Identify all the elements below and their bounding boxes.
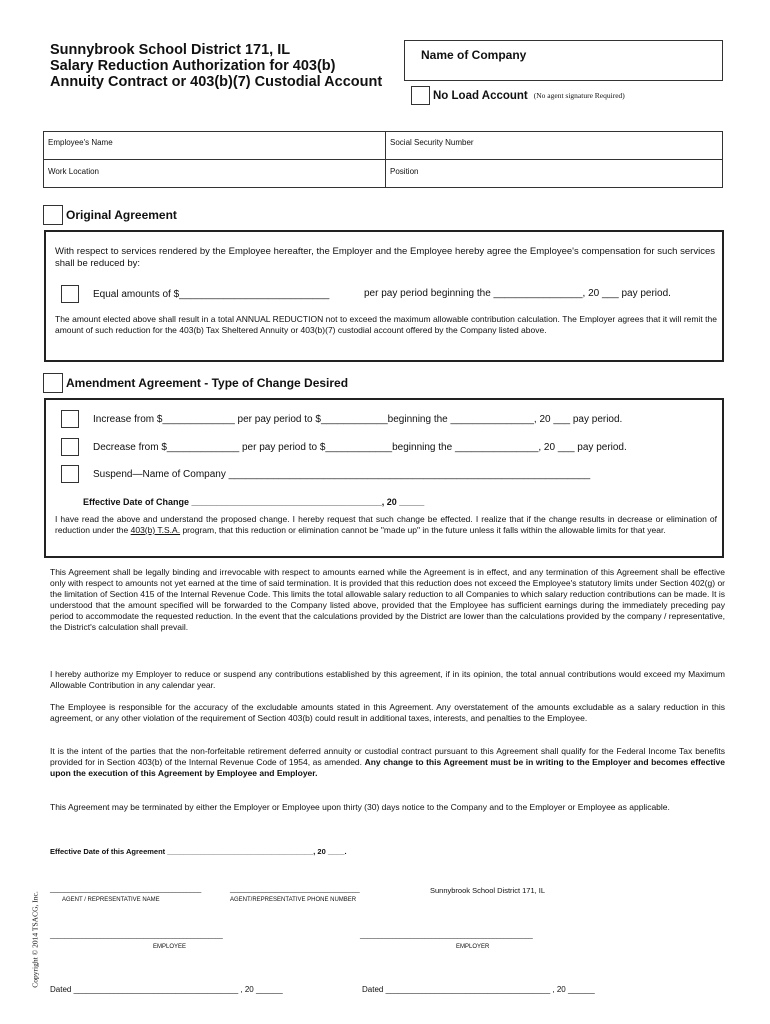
suspend-checkbox[interactable]: [61, 465, 79, 483]
amendment-label: Amendment Agreement - Type of Change Desired: [66, 376, 349, 390]
ssn-field[interactable]: Social Security Number: [390, 138, 474, 147]
authorize-paragraph: I hereby authorize my Employer to reduce or suspend any contributions established by this agreement, if in its opinion, the total annual contributions would exceed my Maximum Allowable Contribution in any calendar year.: [50, 669, 725, 690]
employer-label: EMPLOYER: [456, 944, 490, 950]
info-row-2: [44, 160, 722, 188]
decrease-checkbox[interactable]: [61, 438, 79, 456]
no-load-note: (No agent signature Required): [533, 91, 625, 100]
decrease-text[interactable]: Decrease from $_____________ per pay period to $____________beginning the _______________, 20 ___ pay period.: [93, 441, 627, 453]
employee-info-table: [43, 131, 723, 188]
original-agreement-heading: [43, 205, 177, 225]
work-location-field[interactable]: Work Location: [48, 167, 99, 176]
original-agreement-box: [44, 230, 724, 362]
no-load-account: [411, 86, 625, 105]
equal-amounts-row: [61, 285, 329, 303]
copyright-notice: Copyright © 2014 TSACG, Inc.: [30, 891, 40, 988]
info-row-1: [44, 132, 722, 160]
title-line-1: Sunnybrook School District 171, IL: [50, 42, 291, 58]
intent-paragraph: [50, 746, 725, 779]
no-load-label: No Load Account: [433, 89, 528, 102]
amendment-checkbox[interactable]: [43, 373, 63, 393]
original-intro: With respect to services rendered by the Employee hereafter, the Employer and the Employee hereby agree the Employee's compensation for such services shall be reduced by:: [55, 246, 715, 269]
acknowledgement-text: [55, 514, 717, 536]
tsa-reference: 403(b) T.S.A.: [130, 525, 181, 535]
responsibility-paragraph: The Employee is responsible for the accuracy of the excludable amounts stated in this Agreement. Any overstatement of the amounts excludable as a salary reduction in this agreement, or any other violation of the requirement of Section 403(b) could result in additional taxes, interests, and penalties to the Employee.: [50, 702, 725, 723]
agent-name-label: AGENT / REPRESENTATIVE NAME: [62, 897, 160, 903]
employer-dated[interactable]: Dated _____________________________________ , 20 ______: [362, 985, 595, 994]
company-name-label: Name of Company: [421, 48, 527, 62]
position-field[interactable]: Position: [390, 167, 419, 176]
employee-label: EMPLOYEE: [153, 944, 187, 950]
original-agreement-checkbox[interactable]: [43, 205, 63, 225]
increase-row: [61, 410, 622, 428]
title-line-2: Salary Reduction Authorization for 403(b): [50, 58, 336, 74]
intent-text: It is the intent of the parties that the non-forfeitable retirement deferred annuity or custodial contract pursuant to this Agreement shall qualify for the Federal Income Tax benefits provided for in Section 403(b) of the Internal Revenue Code of 1954, as amended.: [50, 746, 725, 767]
equal-amounts-text[interactable]: Equal amounts of $___________________________: [93, 288, 330, 300]
suspend-text[interactable]: Suspend—Name of Company _________________________________________________________________: [93, 468, 591, 480]
annual-reduction-note: The amount elected above shall result in a total ANNUAL REDUCTION not to exceed the maximum allowable contribution calculation. The Employer agrees that it will remit the amount of such reduction for the 403(b) Tax Sheltered Annuity or 403(b)(7) custodial account offered by the Company listed above.: [55, 314, 717, 335]
equal-amounts-period: [364, 288, 671, 299]
employer-signature-line[interactable]: ________________________________________________: [360, 932, 533, 939]
employee-name-field[interactable]: Employee's Name: [48, 138, 113, 147]
agent-name-line[interactable]: __________________________________________: [50, 886, 201, 893]
document-title: [50, 42, 410, 90]
acknowledgement-pre: I have read the above and understand the proposed change. I hereby request that such change be effected. I realize that if the change results in decrease or elimination of reduction under the: [55, 514, 717, 535]
employee-signature-line[interactable]: ________________________________________________: [50, 932, 223, 939]
termination-paragraph: This Agreement may be terminated by either the Employer or Employee upon thirty (30) days notice to the Company and to the Employer or Employee as applicable.: [50, 802, 670, 812]
increase-checkbox[interactable]: [61, 410, 79, 428]
suspend-row: [61, 465, 590, 483]
acknowledgement-post: program, that this reduction or elimination cannot be "made up" in the future unless it falls within the allowable limits for that year.: [182, 525, 666, 535]
effective-date-of-change[interactable]: Effective Date of Change ______________________________________, 20 _____: [83, 497, 425, 507]
company-name-field[interactable]: [404, 40, 723, 81]
original-agreement-label: Original Agreement: [66, 208, 177, 222]
increase-text[interactable]: Increase from $_____________ per pay period to $____________beginning the _______________, 20 ___ pay period.: [93, 413, 623, 425]
no-load-checkbox[interactable]: [411, 86, 430, 105]
title-line-3: Annuity Contract or 403(b)(7) Custodial Account: [50, 74, 383, 90]
agent-phone-label: AGENT/REPRESENTATIVE PHONE NUMBER: [230, 897, 357, 903]
amendment-heading: [43, 373, 348, 393]
equal-amounts-period-text[interactable]: per pay period beginning the ________________, 20 ___ pay period.: [364, 288, 671, 299]
amendment-box: [44, 398, 724, 558]
info-divider: [385, 132, 386, 187]
equal-amounts-checkbox[interactable]: [61, 285, 79, 303]
district-name: Sunnybrook School District 171, IL: [430, 886, 546, 895]
employee-dated[interactable]: Dated _____________________________________ , 20 ______: [50, 985, 283, 994]
decrease-row: [61, 438, 627, 456]
agent-phone-line[interactable]: ____________________________________: [230, 886, 360, 893]
effective-date-agreement[interactable]: Effective Date of this Agreement ___________________________________, 20 ____.: [50, 847, 347, 856]
intent-bold-text: Any change to this Agreement must be in writing to the Employer and becomes effective upon the execution of this Agreement by Employee and Employer.: [50, 757, 725, 778]
binding-paragraph: This Agreement shall be legally binding and irrevocable with respect to amounts earned while the Agreement is in effect, and any termination of this Agreement shall be effective only with respect to amounts not yet earned at the time of said termination. It is provided that this reduction does not exceed the Employee's statutory limits under Section 402(g) or the limitation of Section 415 of the Internal Revenue Code. This limits the total allowable salary reduction to all Companies to which salary reduction contributions can be made. It is understood that the amount specified will be forwarded to the Company listed above, provided that the Employee has sufficient earnings during the immediately preceding pay period to accommodate the requested reduction. In the event that the calculations provided by the District are lower than the calculations provided by the company / representative, the District's calculation shall prevail.: [50, 567, 725, 632]
